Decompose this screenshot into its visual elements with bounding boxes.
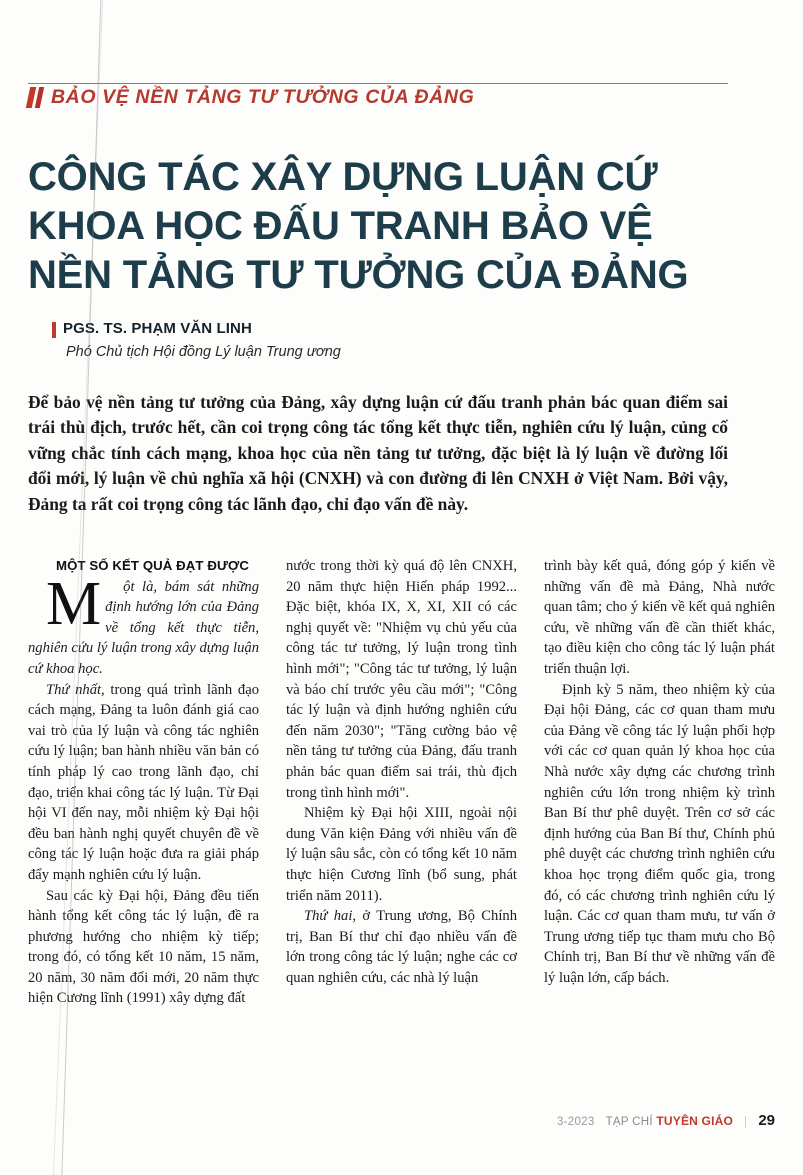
drop-cap: M (46, 569, 102, 638)
author-role: Phó Chủ tịch Hội đồng Lý luận Trung ương (66, 344, 341, 360)
column-1-paragraph-1 (28, 569, 259, 680)
column-1-paragraph-1-text: ột là, bám sát những định hướng lớn của Đảng về tổng kết thực tiễn, nghiên cứu lý luận trong xây dựng luận cứ khoa học. (28, 578, 259, 677)
byline-accent-bar-icon (52, 322, 56, 338)
column-2-paragraph-1: nước trong thời kỳ quá độ lên CNXH, 20 năm thực hiện Hiến pháp 1992... Đặc biệt, khóa IX, X, XI, XII có các nghị quyết về: "Nhiệm vụ chủ yếu của công tác tư tưởng, lý luận trong tình hình mới"; "Công tác tư tưởng, lý luận và báo chí trước yêu cầu mới"; "Công tác lý luận và định hướng nghiên cứu đến năm 2030"; "Tăng cường bảo vệ nền tảng tư tưởng của Đảng, đấu tranh phản bác quan điểm sai trái, thù địch trong tình hình mới". (286, 558, 517, 801)
column-3 (544, 556, 775, 1086)
magazine-name: TUYÊN GIÁO (656, 1114, 734, 1128)
author-name: PGS. TS. PHẠM VĂN LINH (63, 320, 252, 337)
issue-date: 3-2023 (556, 1116, 595, 1128)
column-3-paragraph-2: Định kỳ 5 năm, theo nhiệm kỳ của Đại hội Đảng, các cơ quan tham mưu của Đảng về công tác lý luận phối hợp với các cơ quan quản lý khoa học của Nhà nước xây dựng các chương trình nghiên cứu lớn trong nhiệm kỳ trình Ban Bí thư phê duyệt. Trên cơ sở các định hướng của Ban Bí thư, Chính phủ phê duyệt các chương trình nghiên cứu khoa học trọng điểm quốc gia, trong đó, có các chương trình nghiên cứu lý luận. Các cơ quan tham mưu, tư vấn ở Trung ương tiếp tục tham mưu cho Bộ Chính trị, Ban Bí thư về những vấn đề lý luận lớn, cấp bách. (544, 681, 775, 986)
page-number: 29 (758, 1112, 775, 1129)
kicker-banner (28, 86, 474, 109)
column-2-paragraph-3 (286, 906, 517, 988)
column-1-paragraph-3: Sau các kỳ Đại hội, Đảng đều tiến hành tổng kết công tác lý luận, đề ra phương hướng cho nhiệm kỳ tiếp; trong đó, có tổng kết 10 năm, 15 năm, 20 năm, 30 năm đổi mới, 20 năm thực hiện Cương lĩnh (1991) xây dựng đất (28, 887, 259, 1007)
column-1 (28, 556, 259, 1086)
double-bar-icon (26, 87, 44, 108)
column-2-paragraph-3-lead: Thứ hai, (304, 908, 357, 925)
page-footer (28, 1112, 775, 1129)
column-2 (286, 556, 517, 1086)
column-1-paragraph-2-lead: Thứ nhất, (46, 681, 105, 698)
page-content (28, 0, 775, 1175)
column-1-paragraph-2 (28, 680, 259, 886)
kicker-divider-rule (28, 83, 728, 84)
footer-separator: | (744, 1116, 748, 1128)
headline-line-1: CÔNG TÁC XÂY DỰNG LUẬN CỨ (28, 154, 658, 199)
section-heading: MỘT SỐ KẾT QUẢ ĐẠT ĐƯỢC (56, 558, 249, 573)
magazine-masthead (606, 1114, 733, 1128)
author-byline (52, 320, 252, 338)
body-columns (28, 556, 775, 1086)
column-3-paragraph-1: trình bày kết quả, đóng góp ý kiến về những vấn đề mà Đảng, Nhà nước quan tâm; cho ý kiến về kết quả nghiên cứu, về những vấn đề cần thiết khác, tạo điều kiện cho công tác lý luận phát triển thuận lợi. (544, 558, 775, 677)
magazine-prefix: TẠP CHÍ (605, 1116, 653, 1128)
headline-line-3: NỀN TẢNG TƯ TƯỞNG CỦA ĐẢNG (28, 252, 689, 297)
column-1-paragraph-2-text: trong quá trình lãnh đạo cách mạng, Đảng ta luôn đánh giá cao vai trò của lý luận và công tác nghiên cứu lý luận; ban hành nhiều văn bản có tính pháp lý cao trong lãnh đạo, chỉ đạo, triển khai công tác lý luận. Từ Đại hội VI đến nay, mỗi nhiệm kỳ Đại hội đều ban hành nghị quyết chuyên đề về công tác lý luận hoặc đưa ra giải pháp đẩy mạnh nghiên cứu lý luận. (28, 681, 259, 883)
kicker-label: BẢO VỆ NỀN TẢNG TƯ TƯỞNG CỦA ĐẢNG (51, 86, 475, 108)
lead-paragraph: Để bảo vệ nền tảng tư tưởng của Đảng, xây dựng luận cứ đấu tranh phản bác quan điểm sai trái thù địch, trước hết, cần coi trọng công tác tổng kết thực tiễn, nghiên cứu lý luận, củng cố vững chắc tính cách mạng, khoa học của nền tảng tư tưởng, đặc biệt là lý luận về đường lối đổi mới, lý luận về chủ nghĩa xã hội (CNXH) và con đường đi lên CNXH ở Việt Nam. Bởi vậy, Đảng ta rất coi trọng công tác lãnh đạo, chỉ đạo vấn đề này. (28, 392, 728, 514)
column-2-paragraph-3-text: ở Trung ương, Bộ Chính trị, Ban Bí thư chỉ đạo nhiều vấn đề lớn trong công tác lý luận; nghe các cơ quan nghiên cứu, các nhà lý luận (286, 908, 517, 986)
column-2-paragraph-2: Nhiệm kỳ Đại hội XIII, ngoài nội dung Văn kiện Đảng với nhiều vấn đề lý luận sâu sắc, còn có tổng kết 10 năm thực hiện Cương lĩnh (bổ sung, phát triển năm 2011). (286, 805, 517, 904)
headline-line-2: KHOA HỌC ĐẤU TRANH BẢO VỆ (28, 203, 653, 248)
page-title (28, 153, 728, 300)
